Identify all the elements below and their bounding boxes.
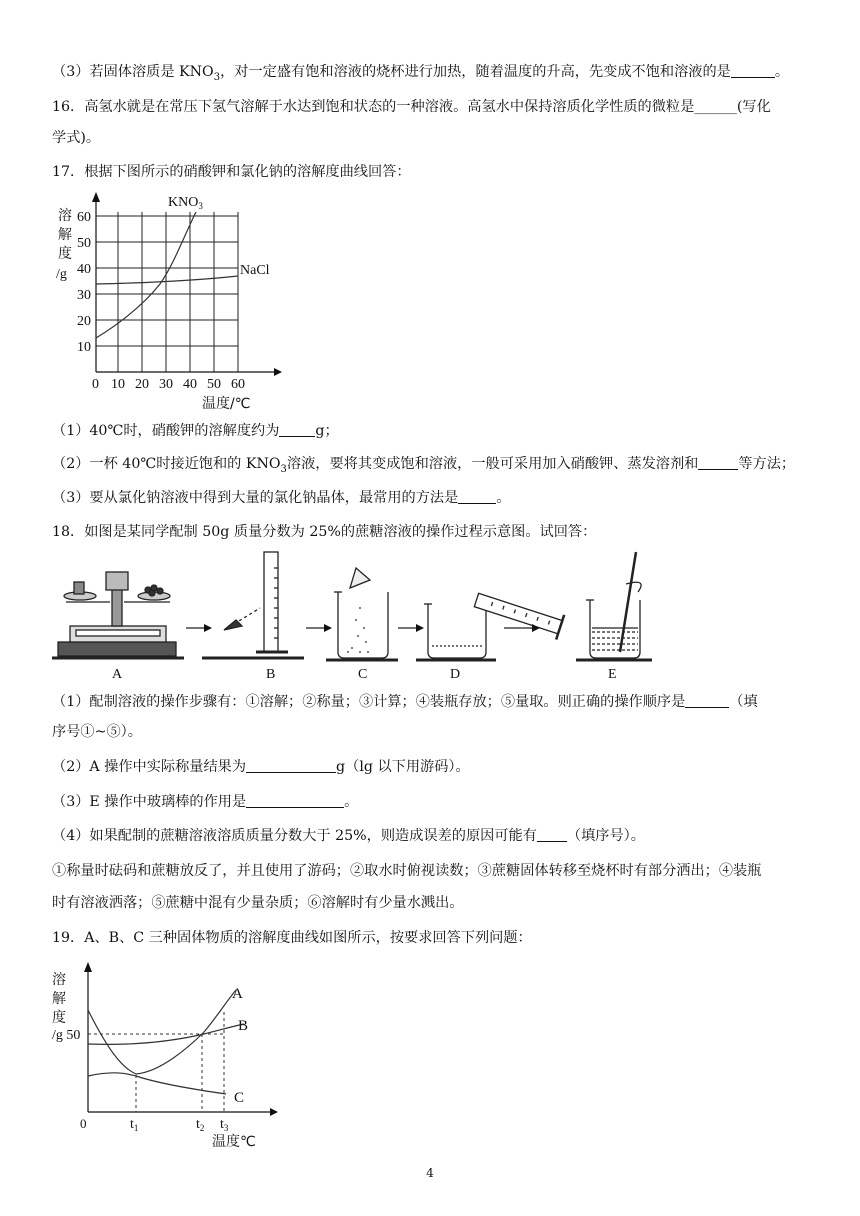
q17-2-line: （2）一杯 40℃时接近饱和的 $KNO_3$溶液，要将其变成饱和溶液，一般可采用加入硝酸钾、蒸发溶剂和 等方法； (52, 456, 796, 475)
experiment-figure-18 (52, 548, 672, 684)
y-label-char: 解 (58, 227, 72, 243)
guide-lines (88, 1012, 224, 1112)
balance-icon (58, 572, 176, 656)
figure-label-e: E (608, 667, 617, 682)
x-tick-label: 30 (159, 377, 173, 392)
kno3-label: $KNO_3$ (168, 195, 203, 211)
y-tick-label: 50 (77, 236, 91, 251)
x-axis-label: 温度℃ (212, 1134, 256, 1150)
answer-blank[interactable] (458, 489, 496, 504)
q18-3-line: （3）E 操作中玻璃棒的作用是 。 (52, 794, 359, 810)
answer-blank[interactable] (731, 63, 775, 78)
y-axis-arrow-icon (92, 192, 100, 202)
y-label-char: 解 (52, 991, 66, 1007)
figure-label-b: B (266, 667, 276, 682)
y-axis-arrow-icon (84, 962, 92, 972)
curve-a-label: A (232, 986, 243, 1002)
y-label-unit: /g (56, 267, 67, 282)
q18-options-line-1: ①称量时砝码和蔗糖放反了，并且使用了游码；②取水时俯视读数；③蔗糖固体转移至烧杯时有部分洒出；④装瓶 (52, 863, 762, 879)
solubility-chart-19 (48, 960, 288, 1152)
y-tick-label: /g 50 (52, 1028, 81, 1043)
q18-1-line-2: 序号①~⑤）。 (52, 724, 142, 740)
page-number: 4 (426, 1166, 434, 1180)
x-tick-label: 40 (183, 377, 197, 392)
answer-blank[interactable] (698, 455, 738, 470)
q18-4-line: （4）如果配制的蔗糖溶液溶质质量分数大于 25%，则造成误差的原因可能有 （填序号）。 (52, 828, 645, 844)
answer-blank[interactable] (246, 758, 336, 773)
t1-label: $t_1$ (130, 1117, 139, 1133)
q18-1-line: （1）配制溶液的操作步骤有：①溶解；②称量；③计算；④装瓶存放；⑤量取。则正确的操作顺序是 （填 (52, 694, 758, 710)
kno3-curve (96, 212, 196, 338)
x-tick-label: 20 (135, 377, 149, 392)
beaker-funnel-icon (334, 568, 388, 658)
y-label-char: 溶 (52, 972, 66, 988)
figure-label-d: D (450, 667, 461, 682)
beaker-pouring-icon (424, 588, 564, 658)
chart17-grid (96, 212, 238, 372)
x-tick-label: 0 (92, 377, 99, 392)
figure-label-a: A (112, 667, 123, 682)
q18-stem: 18．如图是某同学配制 50g 质量分数为 25%的蔗糖溶液的操作过程示意图。试回答： (52, 524, 597, 540)
x-tick-label: 10 (111, 377, 125, 392)
nacl-curve (96, 276, 238, 284)
q16-line-2: 学式)。 (52, 130, 101, 146)
answer-blank[interactable] (537, 827, 567, 842)
q18-options-line-2: 时有溶液洒落；⑤蔗糖中混有少量杂质；⑥溶解时有少量水溅出。 (52, 895, 464, 911)
y-tick-label: 60 (77, 210, 91, 225)
y-tick-label: 20 (77, 314, 91, 329)
y-tick-label: 10 (77, 340, 91, 355)
curve-c (88, 1073, 226, 1094)
q16-line-1: 16．高氢水就是在常压下氢气溶解于水达到饱和状态的一种溶液。高氢水中保持溶质化学性质的微粒是______(写化 (52, 99, 771, 115)
answer-blank[interactable] (279, 422, 315, 437)
q19-stem: 19．A、B、C 三种固体物质的溶解度曲线如图所示，按要求回答下列问题： (52, 930, 532, 946)
y-label-char: 度 (58, 246, 72, 262)
x-axis-label: 温度/℃ (202, 396, 251, 412)
nacl-label: NaCl (240, 263, 270, 278)
y-tick-label: 40 (77, 262, 91, 277)
solubility-chart-17 (52, 190, 292, 414)
answer-blank[interactable] (246, 793, 344, 808)
x-axis-arrow-icon (274, 368, 282, 376)
y-label-char: 溶 (58, 208, 72, 224)
q17-1-line: （1）40℃时，硝酸钾的溶解度约为 g； (52, 423, 339, 439)
q17-3-line: （3）要从氯化钠溶液中得到大量的氯化钠晶体，最常用的方法是 。 (52, 490, 511, 506)
q18-2-line: （2）A 操作中实际称量结果为 g（lg 以下用游码）。 (52, 759, 470, 775)
y-tick-label: 30 (77, 288, 91, 303)
t2-label: $t_2$ (196, 1117, 205, 1133)
answer-blank[interactable] (685, 693, 729, 708)
curve-c-label: C (234, 1090, 245, 1106)
q15-3-line: （3）若固体溶质是 $KNO_3$，对一定盛有饱和溶液的烧杯进行加热，随着温度的升高，先变成不饱和溶液的是 。 (52, 64, 790, 83)
x-tick-label: 60 (231, 377, 245, 392)
y-label-char: 度 (52, 1010, 66, 1026)
origin-label: 0 (80, 1116, 87, 1131)
q17-stem: 17．根据下图所示的硝酸钾和氯化钠的溶解度曲线回答： (52, 164, 411, 180)
x-axis-arrow-icon (270, 1108, 278, 1116)
t3-label: $t_3$ (220, 1117, 229, 1133)
beaker-stir-icon (586, 552, 641, 658)
figure-label-c: C (358, 667, 368, 682)
measuring-cylinder-icon (224, 552, 288, 652)
x-tick-label: 50 (207, 377, 221, 392)
curve-b-label: B (238, 1018, 249, 1034)
